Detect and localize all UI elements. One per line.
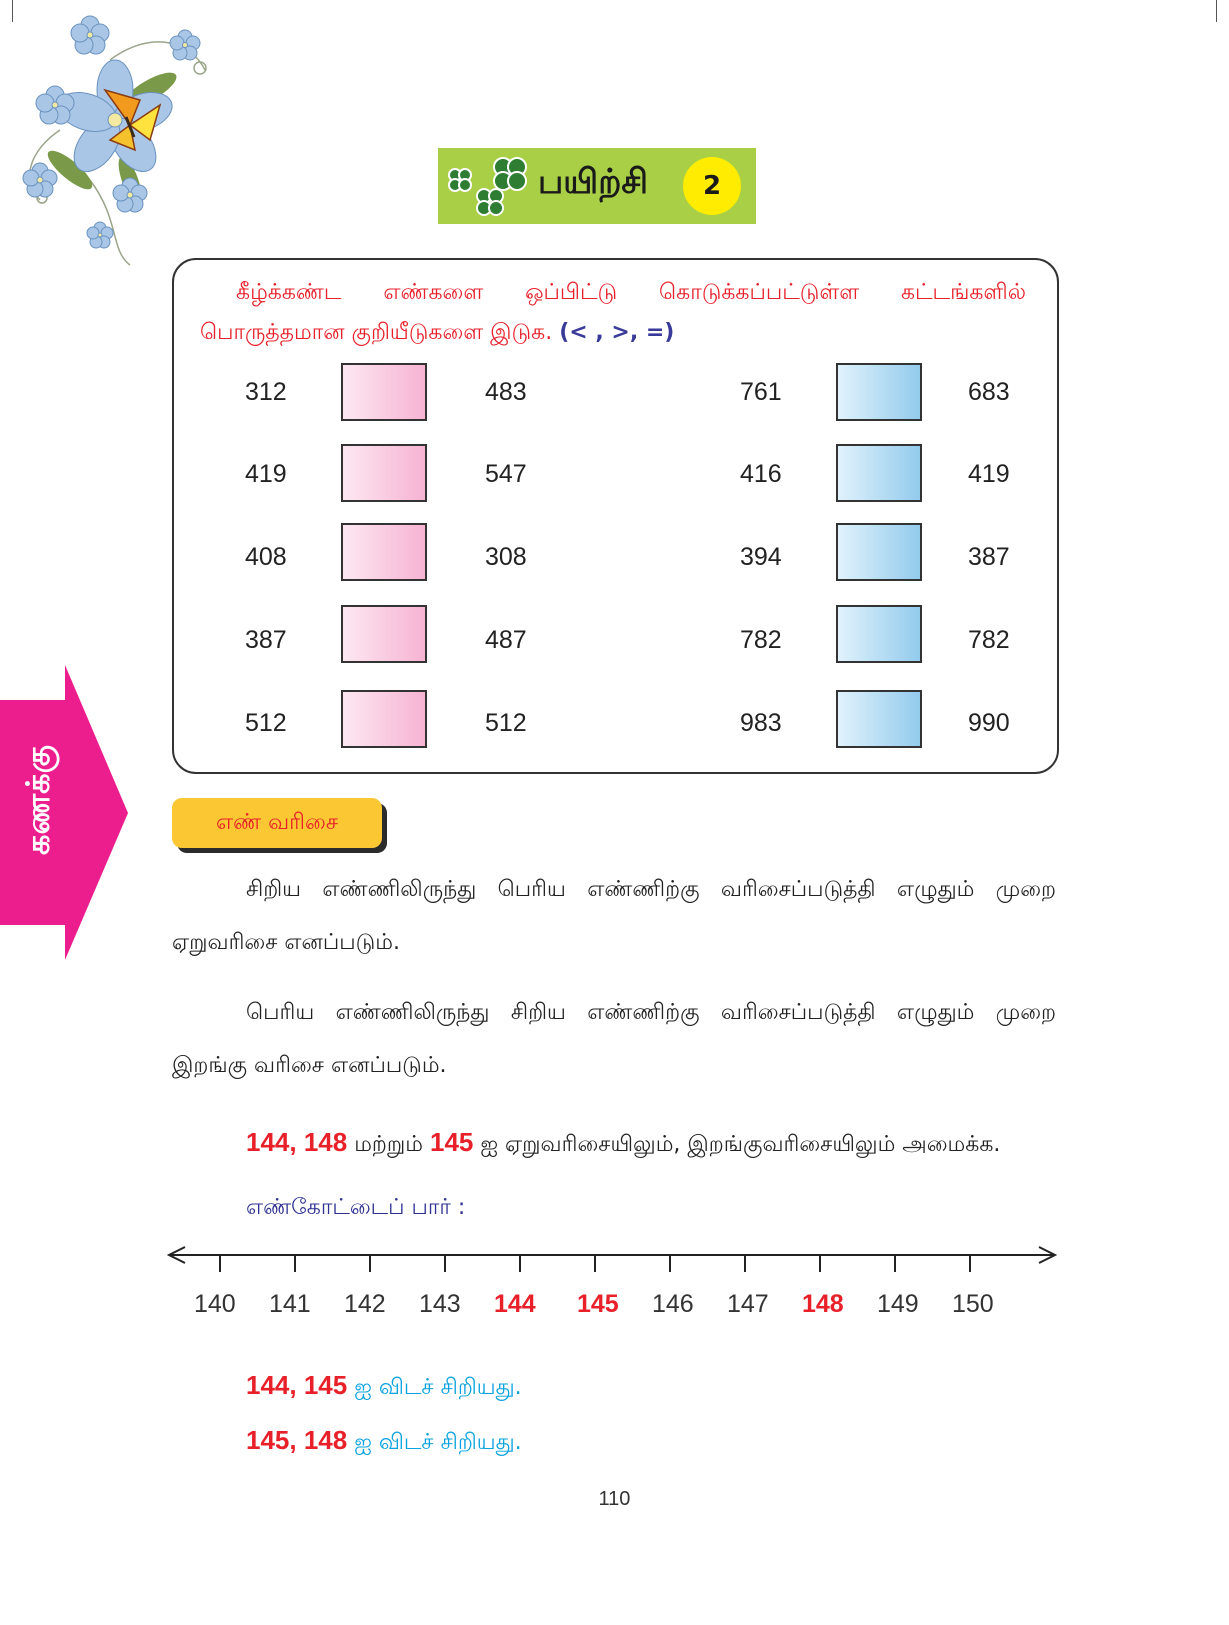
answer-box-left-2[interactable] — [341, 444, 427, 502]
exercise-number-badge: 2 — [683, 157, 741, 215]
instruction-line-1: கீழ்க்கண்ட எண்களை ஒப்பிட்டு கொடுக்கப்பட்டுள்ள கட்டங்களில் — [236, 280, 1026, 305]
right-a-5: 983 — [740, 709, 782, 737]
task-mid: மற்றும் — [354, 1132, 423, 1157]
right-b-2: 419 — [968, 460, 1010, 488]
tick-label-147: 147 — [727, 1290, 769, 1318]
answer-box-right-5[interactable] — [836, 690, 922, 748]
statement-1-text: ஐ விடச் சிறியது. — [354, 1375, 522, 1400]
tick-label-143: 143 — [419, 1290, 461, 1318]
exercise-banner — [438, 148, 756, 224]
side-tab-label: கணக்கு — [19, 745, 57, 855]
task-line — [246, 1127, 1000, 1160]
instruction-line-2 — [200, 320, 674, 348]
answer-box-left-4[interactable] — [341, 605, 427, 663]
tick-label-144: 144 — [494, 1290, 536, 1318]
tick-label-145: 145 — [577, 1290, 619, 1318]
answer-box-left-1[interactable] — [341, 363, 427, 421]
tick-label-141: 141 — [269, 1290, 311, 1318]
left-a-2: 419 — [245, 460, 287, 488]
floral-decoration-image — [0, 0, 230, 275]
answer-box-right-2[interactable] — [836, 444, 922, 502]
tick-label-148: 148 — [802, 1290, 844, 1318]
left-a-1: 312 — [245, 378, 287, 406]
answer-box-right-1[interactable] — [836, 363, 922, 421]
tick-label-149: 149 — [877, 1290, 919, 1318]
task-rest: ஐ ஏறுவரிசையிலும், இறங்குவரிசையிலும் அமைக்க. — [480, 1132, 1001, 1157]
tick-label-150: 150 — [952, 1290, 994, 1318]
page-number: 110 — [598, 1488, 631, 1510]
right-a-2: 416 — [740, 460, 782, 488]
statement-2 — [246, 1425, 522, 1458]
answer-box-left-3[interactable] — [341, 523, 427, 581]
answer-box-left-5[interactable] — [341, 690, 427, 748]
left-b-3: 308 — [485, 543, 527, 571]
left-b-5: 512 — [485, 709, 527, 737]
statement-1 — [246, 1370, 522, 1403]
statement-2-text: ஐ விடச் சிறியது. — [354, 1430, 522, 1455]
left-a-3: 408 — [245, 543, 287, 571]
answer-box-right-3[interactable] — [836, 523, 922, 581]
left-b-1: 483 — [485, 378, 527, 406]
right-a-3: 394 — [740, 543, 782, 571]
para-2-line-1: பெரிய எண்ணிலிருந்து சிறிய எண்ணிற்கு வரிசைப்படுத்தி எழுதும் முறை — [246, 1000, 1056, 1025]
para-1-line-2: ஏறுவரிசை எனப்படும். — [172, 930, 400, 955]
right-a-4: 782 — [740, 626, 782, 654]
left-a-5: 512 — [245, 709, 287, 737]
left-b-4: 487 — [485, 626, 527, 654]
section-tag: எண் வரிசை — [172, 798, 382, 848]
crop-mark-right-v — [1216, 0, 1217, 22]
exercise-title: பயிற்சி — [538, 162, 648, 202]
left-b-2: 547 — [485, 460, 527, 488]
tick-label-146: 146 — [652, 1290, 694, 1318]
right-b-3: 387 — [968, 543, 1010, 571]
right-a-1: 761 — [740, 378, 782, 406]
right-b-1: 683 — [968, 378, 1010, 406]
para-2-line-2: இறங்கு வரிசை எனப்படும். — [172, 1053, 447, 1078]
left-a-4: 387 — [245, 626, 287, 654]
statement-1-nums: 144, 145 — [246, 1370, 348, 1400]
right-b-5: 990 — [968, 709, 1010, 737]
statement-2-nums: 145, 148 — [246, 1425, 348, 1455]
clover-decoration-icon — [442, 152, 538, 220]
para-1-line-1: சிறிய எண்ணிலிருந்து பெரிய எண்ணிற்கு வரிசைப்படுத்தி எழுதும் முறை — [246, 877, 1056, 902]
tick-label-140: 140 — [194, 1290, 236, 1318]
numline-heading: எண்கோட்டைப் பார் : — [246, 1195, 466, 1220]
task-num-2: 145 — [430, 1127, 474, 1157]
task-nums-1: 144, 148 — [246, 1127, 348, 1157]
instruction-line-2-text: பொருத்தமான குறியீடுகளை இடுக. — [200, 320, 553, 345]
right-b-4: 782 — [968, 626, 1010, 654]
comparison-symbols: (< , >, =) — [559, 320, 675, 345]
answer-box-right-4[interactable] — [836, 605, 922, 663]
tick-label-142: 142 — [344, 1290, 386, 1318]
